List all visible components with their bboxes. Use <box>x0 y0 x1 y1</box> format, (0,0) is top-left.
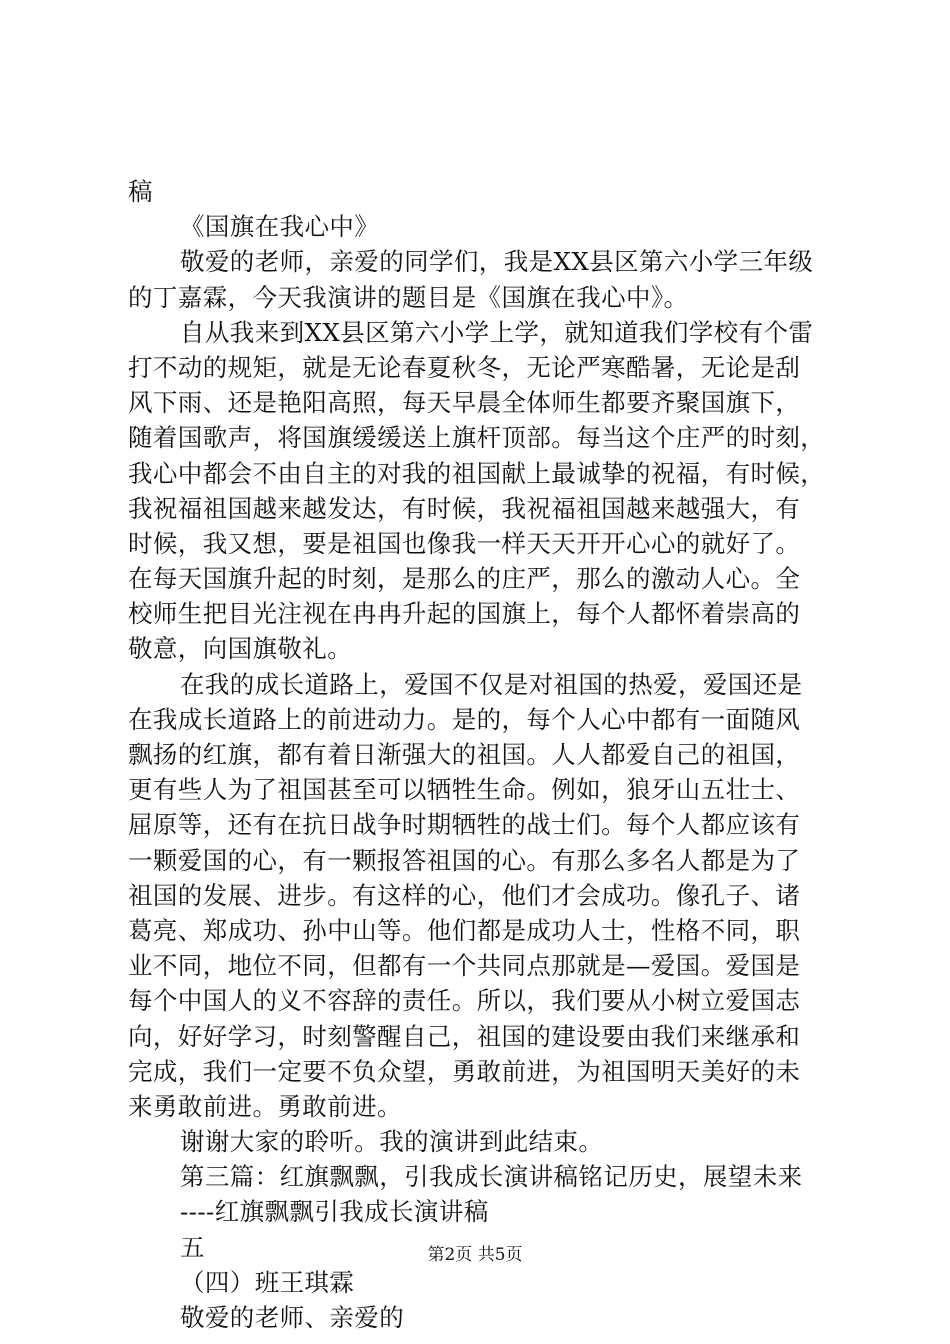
text-line: 每个中国人的义不容辞的责任。所以，我们要从小树立爱国志 <box>128 986 801 1016</box>
page-number: 第2页 共5页 <box>427 1245 523 1265</box>
text-line: 在我成长道路上的前进动力。是的，每个人心中都有一面随风 <box>128 704 801 734</box>
text-line: 第三篇：红旗飘飘，引我成长演讲稿铭记历史，展望未来 <box>180 1162 803 1192</box>
text-line: 五 <box>180 1232 205 1262</box>
text-line: 在每天国旗升起的时刻，是那么的庄严，那么的激动人心。全 <box>128 564 801 594</box>
text-line: 祖国的发展、进步。有这样的心，他们才会成功。像孔子、诸 <box>128 880 801 910</box>
text-line: 的丁嘉霖，今天我演讲的题目是《国旗在我心中》。 <box>128 282 689 312</box>
text-line: 在我的成长道路上，爱国不仅是对祖国的热爱，爱国还是 <box>180 669 803 699</box>
text-line: 屈原等，还有在抗日战争时期牺牲的战士们。每个人都应该有 <box>128 810 801 840</box>
text-line: ----红旗飘飘引我成长演讲稿 <box>180 1197 489 1227</box>
text-line: 打不动的规矩，就是无论春夏秋冬，无论严寒酷暑，无论是刮 <box>128 352 801 382</box>
text-line: 更有些人为了祖国甚至可以牺牲生命。例如，狼牙山五壮士、 <box>128 775 801 805</box>
text-line: 《国旗在我心中》 <box>180 212 380 242</box>
text-line: （四）班王琪霖 <box>180 1267 355 1297</box>
text-line: 飘扬的红旗，都有着日渐强大的祖国。人人都爱自己的祖国， <box>128 740 801 769</box>
text-line: 来勇敢前进。勇敢前进。 <box>128 1091 402 1121</box>
text-line: 稿 <box>128 177 153 206</box>
text-line: 谢谢大家的聆听。我的演讲到此结束。 <box>180 1127 604 1157</box>
text-line: 随着国歌声，将国旗缓缓送上旗杆顶部。每当这个庄严的时刻， <box>128 423 826 453</box>
document-body <box>128 174 838 1335</box>
text-line: 自从我来到XX县区第六小学上学，就知道我们学校有个雷 <box>180 317 814 347</box>
text-line: 时候，我又想，要是祖国也像我一样天天开开心心的就好了。 <box>128 528 801 558</box>
text-line: 一颗爱国的心，有一颗报答祖国的心。有那么多名人都是为了 <box>128 845 801 875</box>
text-line: 我心中都会不由自主的对我的祖国献上最诚挚的祝福，有时候， <box>128 458 826 488</box>
text-line: 向，好好学习，时刻警醒自己，祖国的建设要由我们来继承和 <box>128 1021 801 1051</box>
text-line: 敬爱的老师、亲爱的 <box>180 1303 405 1332</box>
text-line: 完成，我们一定要不负众望，勇敢前进，为祖国明天美好的未 <box>128 1056 801 1086</box>
page-footer <box>0 1244 950 1266</box>
text-line: 敬意，向国旗敬礼。 <box>128 634 353 664</box>
text-line: 校师生把目光注视在冉冉升起的国旗上，每个人都怀着崇高的 <box>128 599 801 629</box>
text-line: 葛亮、郑成功、孙中山等。他们都是成功人士，性格不同，职 <box>128 915 801 945</box>
text-line: 我祝福祖国越来越发达，有时候，我祝福祖国越来越强大，有 <box>128 493 801 523</box>
text-line: 敬爱的老师，亲爱的同学们，我是XX县区第六小学三年级 <box>180 247 814 277</box>
text-line: 风下雨、还是艳阳高照，每天早晨全体师生都要齐聚国旗下， <box>128 388 801 418</box>
text-line: 业不同，地位不同，但都有一个共同点那就是—爱国。爱国是 <box>128 951 801 981</box>
